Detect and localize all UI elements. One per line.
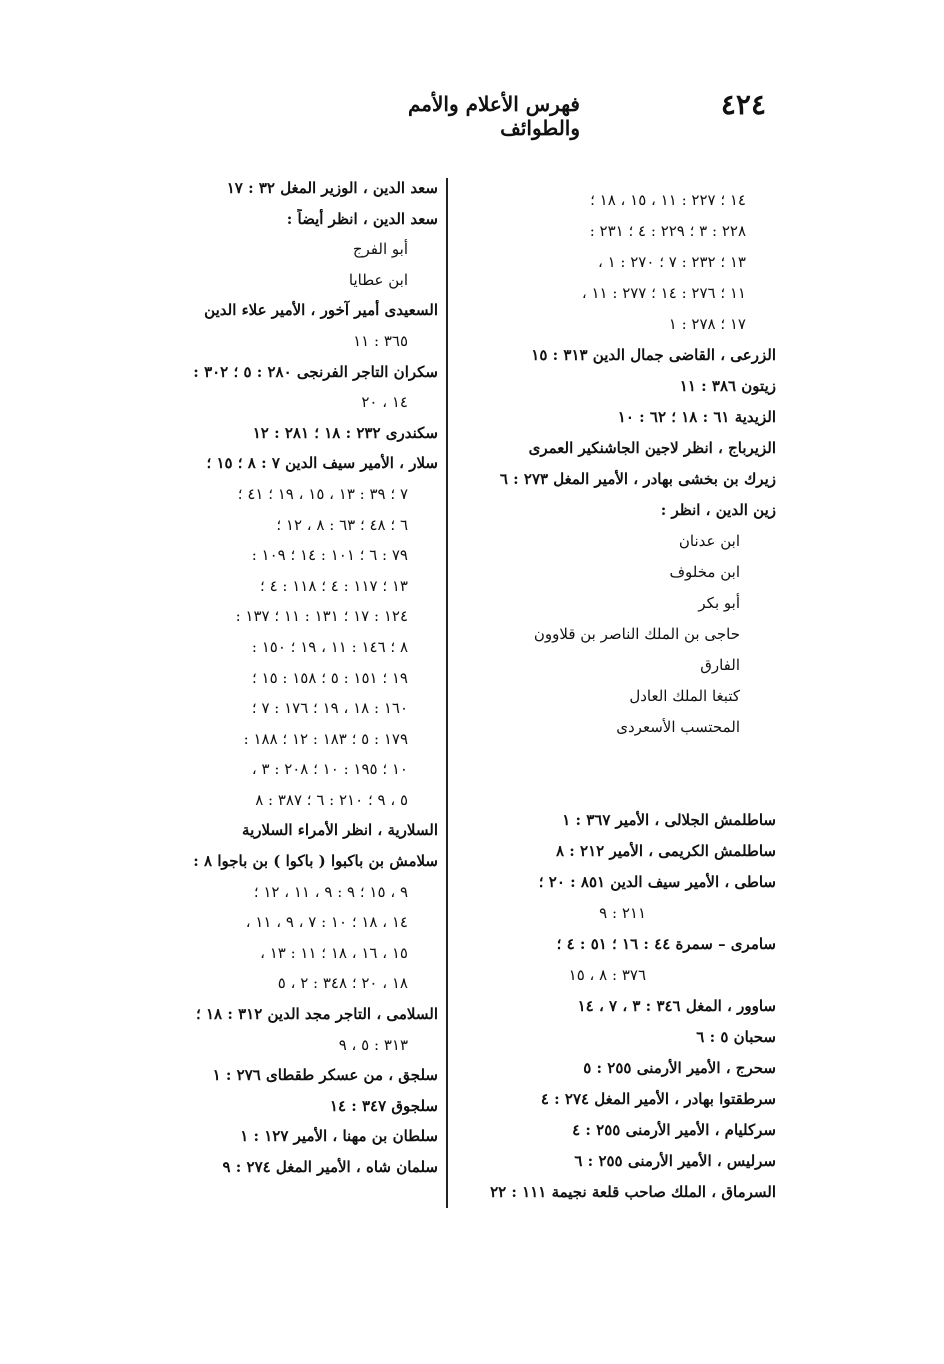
index-entry-text: ١٧ ؛ ٢٧٨ : ١ [668,315,746,333]
index-entry-text: سامرى – سمرة ٤٤ : ١٦ ؛ ٥١ : ٤ ؛ [556,935,776,953]
index-entry-text: سعد الدين ، انظر أيضاً : [286,209,438,228]
index-entry-text: سحرج ، الأمير الأرمنى ٢٥٥ : ٥ [583,1059,776,1077]
index-entry-text: ١٤ ، ١٨ ؛ ١٠ : ٧ ، ٩ ، ١١ ، [245,913,408,932]
index-entry-text: سركليام ، الأمير الأرمنى ٢٥٥ : ٤ [572,1121,776,1139]
index-entry-continuation [120,331,438,362]
index-entry-continuation [120,729,438,760]
index-entry-continuation [466,252,776,283]
index-entry [120,423,438,454]
index-entry-text: ١٦٠ : ١٨ ، ١٩ ؛ ١٧٦ : ٧ ؛ [251,699,408,718]
index-entry [466,934,776,965]
index-entry-text: ١٤ ؛ ٢٢٧ : ١١ ، ١٥ ، ١٨ ؛ [590,191,746,209]
index-entry-text: ٧٩ : ٦ ؛ ١٠١ : ١٤ ؛ ١٠٩ : [251,546,408,565]
index-entry [466,438,776,469]
index-entry-text: المحتسب الأسعردى [616,718,740,736]
index-entry-text: ٥ ، ٩ ؛ ٢١٠ : ٦ ؛ ٣٨٧ : ٨ [255,790,408,809]
index-entry [120,820,438,851]
index-entry-text: ١٥ ، ١٦ ، ١٨ ؛ ١١ : ١٣ ، [260,943,408,962]
index-entry-text: ١٠ ؛ ١٩٥ : ١٠ ؛ ٢٠٨ : ٣ ، [251,760,408,779]
index-entry-continuation [120,759,438,790]
index-entry-continuation [120,484,438,515]
index-entry-text: سحبان ٥ : ٦ [696,1028,776,1046]
index-entry-text: أبو الفرج [352,240,408,259]
index-entry-continuation [466,717,776,748]
index-entry-text: الزيدية ٦١ : ١٨ ؛ ٦٢ : ١٠ [617,408,776,426]
index-entry-text: ٦ ؛ ٤٨ ؛ ٦٣ : ٨ ، ١٢ ؛ [276,515,408,534]
index-entry [466,1058,776,1089]
index-entry-text: ساوور ، المغل ٣٤٦ : ٣ ، ٧ ، ١٤ [577,997,776,1015]
index-entry-continuation [120,576,438,607]
index-entry-text: الزرعى ، القاضى جمال الدين ٣١٣ : ١٥ [531,346,776,364]
index-entry [466,500,776,531]
index-entry-text: السلارية ، انظر الأمراء السلارية [242,821,438,840]
index-entry-continuation [120,239,438,270]
index-entry-text: ٣٧٦ : ٨ ، ١٥ [568,966,646,984]
index-entry-continuation [466,593,776,624]
index-entry-continuation [466,686,776,717]
index-entry-text: ابن عطايا [348,270,408,289]
index-entry-text: ١١ ؛ ٢٧٦ : ١٤ ؛ ٢٧٧ : ١١ ، [581,284,746,302]
index-entry [120,1004,438,1035]
index-entry-continuation [120,668,438,699]
index-entry-continuation [120,973,438,1004]
index-entry-text: ٢١١ : ٩ [599,904,646,922]
index-entry-text: ١٤ ، ٢٠ [361,393,408,412]
index-entry-text: ١٧٩ : ٥ ؛ ١٨٣ : ١٢ ؛ ١٨٨ : [243,729,408,748]
index-entry-text: سكران التاجر الفرنجى ٢٨٠ : ٥ ؛ ٣٠٢ : [193,362,438,381]
index-entry-text: ٣٦٥ : ١١ [353,331,408,350]
index-entry-continuation [120,606,438,637]
index-entry-text: ١٣ ؛ ١١٧ : ٤ ؛ ١١٨ : ٤ ؛ [260,576,408,595]
index-entry-text: الفارق [700,656,740,674]
index-entry-text: ساطى ، الأمير سيف الدين ٨٥١ : ٢٠ ؛ [538,873,776,891]
index-entry [120,300,438,331]
index-entry-text: السلامى ، التاجر مجد الدين ٣١٢ : ١٨ ؛ [195,1005,438,1024]
index-entry-text: ٩ ، ١٥ ؛ ٩ : ٩ ، ١١ ، ١٢ ؛ [253,882,408,901]
index-entry-text: زيرك بن بخشى بهادر ، الأمير المغل ٢٧٣ : ٦ [499,470,776,488]
index-entry-continuation [120,545,438,576]
index-entry-continuation [466,190,776,221]
index-entry-continuation [120,270,438,301]
index-entry-text: ابن مخلوف [669,563,740,581]
index-entry [466,376,776,407]
index-entry-text: سعد الدين ، الوزير المغل ٣٢ : ١٧ [226,179,438,197]
index-entry-continuation [466,624,776,655]
index-entry [466,1089,776,1120]
index-entry-text: ٢٢٨ : ٣ ؛ ٢٢٩ : ٤ ؛ ٢٣١ : [589,222,746,240]
column-divider [446,178,448,1208]
index-entry [120,1126,438,1157]
index-entry-continuation [120,392,438,423]
index-entry-text: ٨ ؛ ١٤٦ : ١١ ، ١٩ ؛ ١٥٠ : [251,637,408,656]
index-entry [466,1120,776,1151]
index-entry-text: حاجى بن الملك الناصر بن قلاوون [533,625,740,643]
index-entry-text: سلطان بن مهنا ، الأمير ١٢٧ : ١ [240,1127,438,1146]
index-entry-continuation [466,221,776,252]
index-entry [120,362,438,393]
index-entry [466,345,776,376]
index-entry-continuation [120,698,438,729]
index-entry-continuation [466,965,776,996]
index-entry-continuation [120,637,438,668]
index-entry-text: ساطلمش الجلالى ، الأمير ٣٦٧ : ١ [562,811,776,829]
index-entry-text: ١٩ ؛ ١٥١ : ٥ ؛ ١٥٨ : ١٥ ؛ [251,668,408,687]
index-entry-text: سرطقتوا بهادر ، الأمير المغل ٢٧٤ : ٤ [540,1090,776,1108]
index-entry [466,996,776,1027]
index-entry-continuation [466,903,776,934]
index-entry-continuation [120,515,438,546]
index-entry-text: الزيرباج ، انظر لاجين الجاشنكير العمرى [528,439,776,457]
blank-line [466,748,776,810]
index-entry-text: السرماق ، الملك صاحب قلعة نجيمة ١١١ : ٢٢ [490,1183,776,1201]
index-entry [120,178,438,209]
index-entry-continuation [120,1035,438,1066]
index-entry [120,209,438,240]
index-entry-text: سلار ، الأمير سيف الدين ٧ : ٨ ؛ ١٥ ؛ [206,454,438,473]
index-entry-text: ١٢٤ : ١٧ ؛ ١٣١ : ١١ ؛ ١٣٧ : [235,607,408,626]
index-entry [120,1157,438,1188]
index-entry [466,407,776,438]
index-entry-continuation [120,790,438,821]
index-entry-continuation [120,882,438,913]
index-entry-text: كتبغا الملك العادل [629,687,740,705]
index-entry-text: ٣١٣ : ٥ ، ٩ [338,1035,408,1054]
index-entry-continuation [466,562,776,593]
index-entry-continuation [120,943,438,974]
index-entry-continuation [466,283,776,314]
page-title: فهرس الأعلام والأمم والطوائف [407,92,580,140]
index-entry [466,469,776,500]
page-number: ٤٢٤ [720,88,766,121]
index-entry-text: سكندرى ٢٣٢ : ١٨ ؛ ٢٨١ : ١٢ [252,423,438,442]
index-entry [466,1151,776,1182]
index-entry [120,1096,438,1127]
index-entry-text: أبو بكر [698,594,740,612]
index-entry-continuation [120,912,438,943]
index-entry-text: ابن عدنان [678,532,740,550]
index-entry-text: ساطلمش الكريمى ، الأمير ٢١٢ : ٨ [556,842,776,860]
index-entry-text: ١٣ ؛ ٢٣٢ : ٧ ؛ ٢٧٠ : ١ ، [597,253,746,271]
index-entry [466,810,776,841]
index-entry-text: ١٨ ، ٢٠ ؛ ٣٤٨ : ٢ ، ٥ [277,974,408,993]
index-entry-text: سلمان شاه ، الأمير المغل ٢٧٤ : ٩ [222,1158,438,1176]
index-entry-text: سلامش بن باكبوا ( باكوا ) بن باجوا ٨ : [193,852,438,871]
index-entry-text: سلجوق ٣٤٧ : ١٤ [329,1096,438,1115]
index-entry-text: سلجق ، من عسكر طقطاى ٢٧٦ : ١ [212,1066,438,1085]
index-entry-text: زين الدين ، انظر : [660,501,776,519]
index-entry-continuation [466,531,776,562]
index-entry [120,1065,438,1096]
index-entry-text: سرليس ، الأمير الأرمنى ٢٥٥ : ٦ [574,1152,776,1170]
index-entry [466,1182,776,1213]
index-entry [120,851,438,882]
index-entry [466,1027,776,1058]
left-index-column [120,178,438,1188]
index-entry-continuation [466,314,776,345]
right-index-column [466,190,776,1213]
index-entry [466,872,776,903]
index-entry-text: السعيدى أمير آخور ، الأمير علاء الدين [204,301,438,320]
index-entry [120,453,438,484]
index-entry-continuation [466,655,776,686]
index-entry-text: زيتون ٣٨٦ : ١١ [679,377,776,395]
index-entry-text: ٧ ؛ ٣٩ : ١٣ ، ١٥ ، ١٩ ؛ ٤١ ؛ [237,484,408,503]
index-entry [466,841,776,872]
